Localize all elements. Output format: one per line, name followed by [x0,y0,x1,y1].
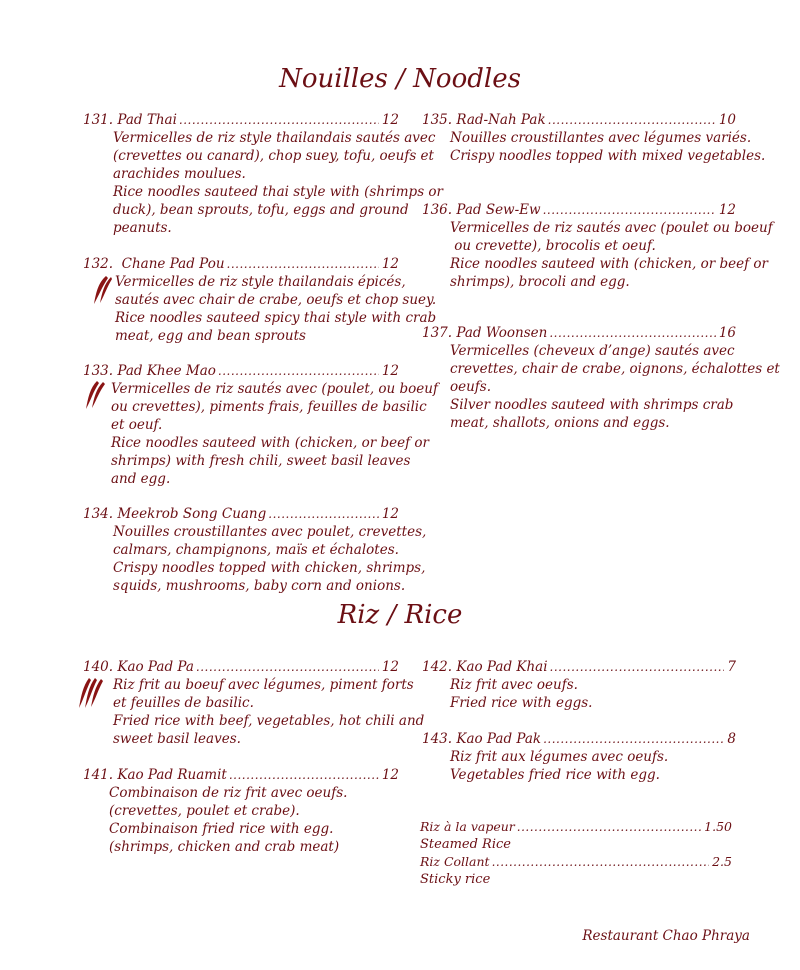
dot-leader [179,111,379,129]
menu-item-134 [83,505,427,595]
dot-leader [268,505,379,523]
item-price: 12 [381,767,399,783]
dot-leader [227,255,379,273]
item-price: 10 [718,112,736,128]
item-name: Pad Khee Mao [117,363,216,379]
menu-item-140 [83,658,425,748]
dot-leader [229,766,379,784]
dot-leader [517,818,701,836]
extra-item-steamed-rice [420,818,732,854]
item-price: 12 [381,256,399,272]
item-name: Chane Pad Pou [121,256,225,272]
item-name: Kao Pad Ruamit [117,767,227,783]
menu-item-141 [83,766,399,856]
item-number: 134. [83,506,114,522]
item-description: Vermicelles de riz style thailandais épicés, sautés avec chair de crabe, oeufs et chop suey. Rice noodles sauteed spicy thai style with crab meat, egg and bean sprouts [115,274,437,344]
dot-leader [492,853,710,871]
item-name: Riz Collant [420,854,490,869]
item-description: Riz frit aux légumes avec oeufs. Vegetables fried rice with egg. [450,749,669,783]
chili-icon [84,380,106,410]
chili-icon [78,677,104,709]
extra-item-sticky-rice [420,853,732,889]
item-subtitle: Sticky rice [420,872,491,887]
item-price: 12 [718,202,736,218]
item-name: Pad Thai [117,112,177,128]
menu-item-133 [83,362,438,488]
item-name: Meekrob Song Cuang [117,506,267,522]
item-number: 131. [83,112,114,128]
item-number: 143. [422,731,453,747]
item-number: 142. [422,659,453,675]
item-name: Pad Woonsen [456,325,548,341]
noodles-section-title: Nouilles / Noodles [279,64,521,94]
item-description: Combinaison de riz frit avec oeufs. (crevettes, poulet et crabe). Combinaison fried rice with egg. (shrimps, chicken and crab meat) [109,785,348,855]
item-description: Nouilles croustillantes avec légumes variés. Crispy noodles topped with mixed vegetables. [450,130,766,164]
item-name: Kao Pad Pak [456,731,542,747]
item-description: Riz frit avec oeufs. Fried rice with eggs. [450,677,593,711]
item-price: 1.50 [704,819,732,834]
chili-icon [92,275,112,305]
item-number: 137. [422,325,453,341]
item-description: Vermicelles de riz sautés avec (poulet ou boeuf ou crevette), brocolis et oeuf. Rice noodles sauteed with (chicken, or beef or shrimps), brocoli and egg. [450,220,773,290]
dot-leader [550,658,725,676]
item-price: 12 [381,363,399,379]
menu-item-132 [83,255,437,345]
menu-item-143 [422,730,736,784]
item-number: 141. [83,767,114,783]
item-name: Rad-Nah Pak [456,112,546,128]
item-number: 136. [422,202,453,218]
item-number: 133. [83,363,114,379]
dot-leader [196,658,379,676]
item-price: 12 [381,112,399,128]
restaurant-name-footer: Restaurant Chao Phraya [582,928,750,944]
item-price: 7 [727,659,736,675]
item-name: Kao Pad Khai [456,659,548,675]
item-description: Nouilles croustillantes avec poulet, crevettes, calmars, champignons, maïs et échalotes. Crispy noodles topped with chicken, shrimps, squids, mushrooms, baby corn and onions. [113,524,427,594]
dot-leader [549,324,715,342]
item-name: Riz à la vapeur [420,819,515,834]
item-price: 12 [381,506,399,522]
menu-item-136 [422,201,773,291]
menu-item-137 [422,324,780,432]
item-number: 135. [422,112,453,128]
menu-item-142 [422,658,736,712]
item-number: 132. [83,256,114,272]
rice-section-title: Riz / Rice [337,600,463,630]
item-price: 12 [381,659,399,675]
item-subtitle: Steamed Rice [420,837,511,852]
item-description: Riz frit au boeuf avec légumes, piment forts et feuilles de basilic. Fried rice with beef, vegetables, hot chili and sweet basil leaves. [113,677,425,747]
item-description: Vermicelles de riz style thailandais sautés avec (crevettes ou canard), chop suey, tofu, oeufs et arachides moulues. Rice noodles sauteed thai style with (shrimps or duck), bean sprouts, tofu, eggs and ground peanuts. [113,130,443,236]
dot-leader [218,362,379,380]
item-name: Pad Sew-Ew [456,202,541,218]
item-price: 2.5 [712,854,732,869]
item-price: 16 [718,325,736,341]
dot-leader [548,111,716,129]
item-number: 140. [83,659,114,675]
dot-leader [543,730,724,748]
item-description: Vermicelles (cheveux d’ange) sautés avec crevettes, chair de crabe, oignons, échalottes et oeufs. Silver noodles sauteed with shrimps crab meat, shallots, onions and eggs. [450,343,780,431]
menu-item-135 [422,111,766,165]
item-description: Vermicelles de riz sautés avec (poulet, ou boeuf ou crevettes), piments frais, feuilles de basilic et oeuf. Rice noodles sauteed with (chicken, or beef or shrimps) with fresh chili, sweet basil leaves and egg. [111,381,438,487]
item-price: 8 [727,731,736,747]
item-name: Kao Pad Pa [117,659,194,675]
dot-leader [543,201,716,219]
